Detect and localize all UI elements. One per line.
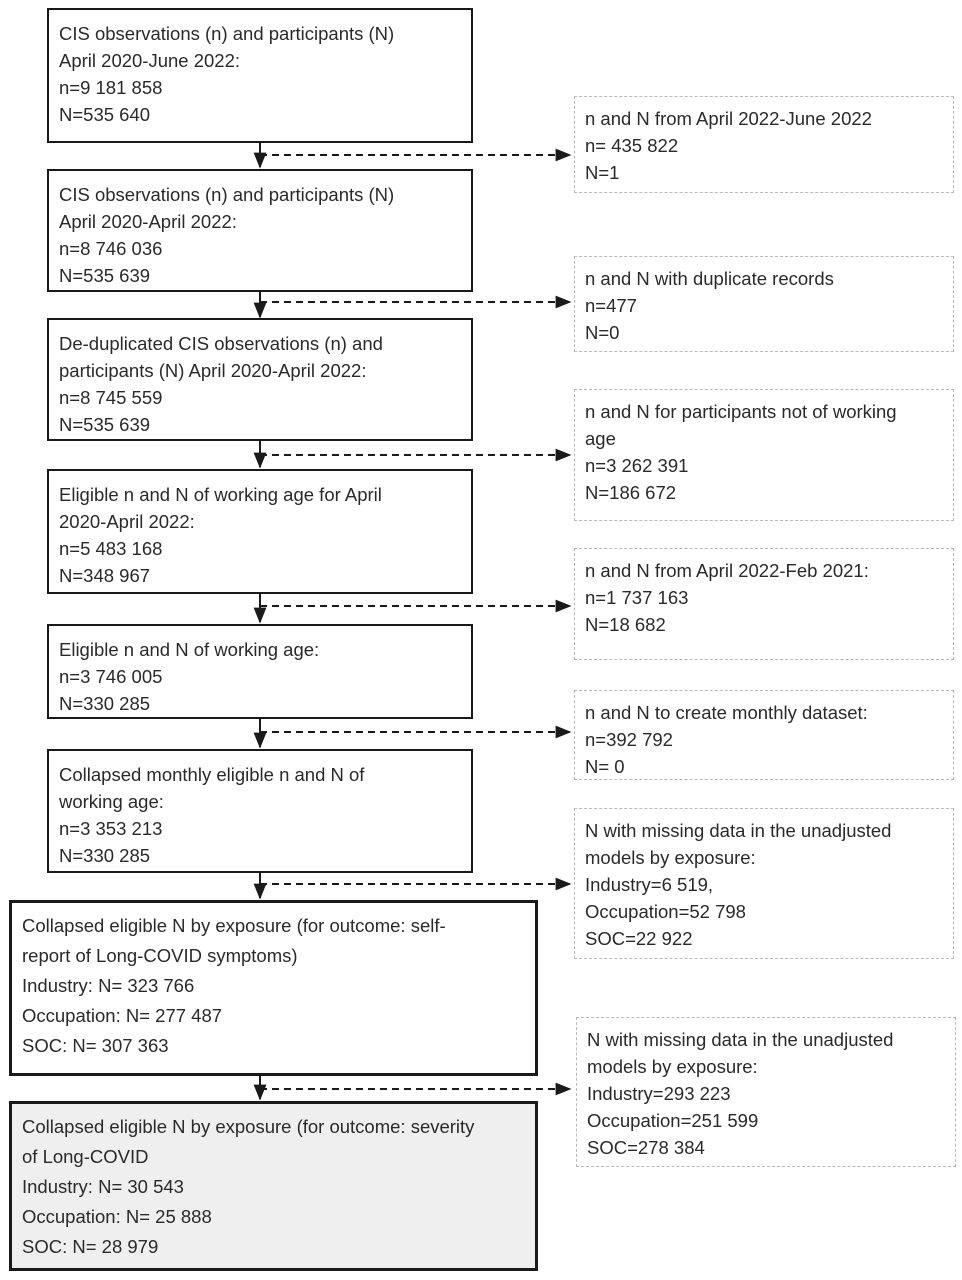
exclusion-box-4-line-1: n and N from April 2022-Feb 2021:	[585, 560, 869, 581]
main-box-8-line-5: SOC: N= 28 979	[22, 1236, 159, 1257]
exclusion-box-3-line-1: n and N for participants not of working	[585, 401, 897, 422]
main-box-6-line-3: n=3 353 213	[59, 818, 163, 839]
exclusion-box-2-line-1: n and N with duplicate records	[585, 268, 834, 289]
main-box-1	[47, 8, 473, 143]
exclusion-box-2-line-3: N=0	[585, 322, 620, 343]
main-box-2	[47, 169, 473, 292]
main-box-5-line-2: n=3 746 005	[59, 666, 163, 687]
main-box-7	[9, 900, 538, 1076]
main-box-3-line-4: N=535 639	[59, 414, 151, 435]
exclusion-box-7	[576, 1017, 956, 1167]
main-box-3-line-2: participants (N) April 2020-April 2022:	[59, 360, 367, 381]
main-box-5-line-3: N=330 285	[59, 693, 151, 714]
main-box-4-line-3: n=5 483 168	[59, 538, 163, 559]
main-box-6-line-1: Collapsed monthly eligible n and N of	[59, 764, 365, 785]
main-box-1-line-2: April 2020-June 2022:	[59, 50, 241, 71]
exclusion-box-7-line-1: N with missing data in the unadjusted	[587, 1029, 894, 1050]
exclusion-box-4-line-3: N=18 682	[585, 614, 666, 635]
main-box-1-line-1: CIS observations (n) and participants (N)	[59, 23, 395, 44]
exclusion-box-1-line-1: n and N from April 2022-June 2022	[585, 108, 872, 129]
main-box-2-line-3: n=8 746 036	[59, 238, 163, 259]
exclusion-box-5-line-3: N= 0	[585, 756, 625, 777]
exclusion-box-6-line-1: N with missing data in the unadjusted	[585, 820, 892, 841]
exclusion-box-6-line-5: SOC=22 922	[585, 928, 693, 949]
main-box-8-line-3: Industry: N= 30 543	[22, 1176, 184, 1197]
main-box-8-line-1: Collapsed eligible N by exposure (for outcome: severity	[22, 1116, 475, 1137]
exclusion-box-4-line-2: n=1 737 163	[585, 587, 689, 608]
main-box-8-line-2: of Long-COVID	[22, 1146, 149, 1167]
main-box-6-line-4: N=330 285	[59, 845, 151, 866]
exclusion-box-2	[574, 256, 954, 352]
main-box-7-line-5: SOC: N= 307 363	[22, 1035, 169, 1056]
main-box-1-line-3: n=9 181 858	[59, 77, 163, 98]
exclusion-box-3	[574, 389, 954, 521]
main-box-2-line-4: N=535 639	[59, 265, 151, 286]
main-box-4-line-2: 2020-April 2022:	[59, 511, 195, 532]
exclusion-box-3-line-2: age	[585, 428, 616, 449]
main-box-3-line-3: n=8 745 559	[59, 387, 163, 408]
main-box-8-line-4: Occupation: N= 25 888	[22, 1206, 212, 1227]
exclusion-box-1	[574, 96, 954, 193]
main-box-5-line-1: Eligible n and N of working age:	[59, 639, 320, 660]
exclusion-box-6	[574, 808, 954, 959]
main-box-4-line-4: N=348 967	[59, 565, 151, 586]
exclusion-box-7-line-4: Occupation=251 599	[587, 1110, 759, 1131]
exclusion-box-7-line-3: Industry=293 223	[587, 1083, 731, 1104]
exclusion-box-6-line-3: Industry=6 519,	[585, 874, 714, 895]
main-box-7-line-4: Occupation: N= 277 487	[22, 1005, 223, 1026]
exclusion-box-3-line-3: n=3 262 391	[585, 455, 689, 476]
main-box-5	[47, 624, 473, 719]
main-box-6	[47, 749, 473, 873]
main-box-2-line-1: CIS observations (n) and participants (N)	[59, 184, 395, 205]
exclusion-box-2-line-2: n=477	[585, 295, 637, 316]
main-box-4-line-1: Eligible n and N of working age for April	[59, 484, 382, 505]
main-box-3	[47, 318, 473, 441]
main-box-6-line-2: working age:	[59, 791, 164, 812]
main-box-1-line-4: N=535 640	[59, 104, 151, 125]
main-box-7-line-3: Industry: N= 323 766	[22, 975, 195, 996]
exclusion-box-7-line-5: SOC=278 384	[587, 1137, 705, 1158]
main-box-4	[47, 469, 473, 594]
exclusion-box-4	[574, 548, 954, 660]
exclusion-box-1-line-2: n= 435 822	[585, 135, 679, 156]
main-box-2-line-2: April 2020-April 2022:	[59, 211, 237, 232]
exclusion-box-3-line-4: N=186 672	[585, 482, 677, 503]
main-box-8	[9, 1101, 538, 1271]
main-box-7-line-1: Collapsed eligible N by exposure (for outcome: self-	[22, 915, 446, 936]
exclusion-box-1-line-3: N=1	[585, 162, 620, 183]
main-box-3-line-1: De-duplicated CIS observations (n) and	[59, 333, 383, 354]
exclusion-box-5-line-2: n=392 792	[585, 729, 673, 750]
exclusion-box-7-line-2: models by exposure:	[587, 1056, 758, 1077]
exclusion-box-6-line-2: models by exposure:	[585, 847, 756, 868]
exclusion-box-5	[574, 690, 954, 780]
exclusion-box-6-line-4: Occupation=52 798	[585, 901, 746, 922]
exclusion-box-5-line-1: n and N to create monthly dataset:	[585, 702, 868, 723]
main-box-7-line-2: report of Long-COVID symptoms)	[22, 945, 298, 966]
